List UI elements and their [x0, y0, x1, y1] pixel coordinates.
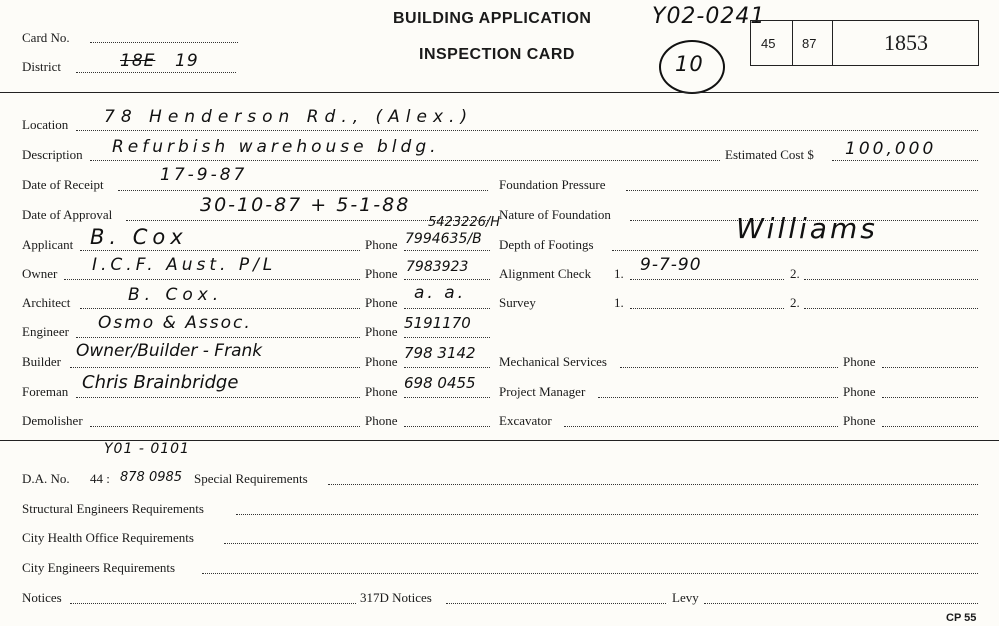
levy-label: Levy: [672, 590, 699, 605]
applicant-line: [80, 250, 360, 251]
demolisher-phone-label: Phone: [365, 413, 398, 428]
foundation-pressure-line: [626, 190, 978, 191]
estimated-cost-value: 100,000: [845, 139, 937, 159]
survey-1-label: 1.: [614, 295, 624, 310]
location-value: 78 Henderson Rd., (Alex.): [104, 107, 474, 127]
box-field-3: 1853: [884, 30, 928, 55]
city-engineers-line: [202, 573, 978, 574]
da-above: Y01 - 0101: [104, 441, 190, 457]
file-ref: Y02-0241: [652, 4, 766, 29]
owner-line: [64, 279, 360, 280]
owner-value: I.C.F. Aust. P/L: [92, 255, 277, 275]
excavator-label: Excavator: [499, 413, 552, 428]
applicant-value: B. Cox: [90, 225, 188, 249]
builder-line: [70, 367, 360, 368]
mechanical-phone-label: Phone: [843, 354, 876, 369]
foreman-value: Chris Brainbridge: [82, 372, 239, 393]
levy-line: [704, 603, 978, 604]
alignment-check-1-value: 9-7-90: [640, 255, 702, 275]
owner-phone: 7983923: [406, 259, 469, 275]
description-value: Refurbish warehouse bldg.: [112, 137, 440, 157]
depth-of-footings-label: Depth of Footings: [499, 237, 594, 252]
builder-label: Builder: [22, 354, 61, 369]
special-requirements-line: [328, 484, 978, 485]
district-label: District: [22, 59, 61, 74]
card-number-box: [750, 20, 979, 66]
architect-value: B. Cox.: [128, 285, 224, 305]
date-of-approval-label: Date of Approval: [22, 207, 113, 222]
builder-value: Owner/Builder - Frank: [76, 341, 263, 361]
applicant-phone-line: [404, 250, 490, 251]
excavator-phone-line: [882, 426, 978, 427]
header-rule: [0, 92, 999, 93]
architect-phone-line: [404, 308, 490, 309]
date-of-receipt-label: Date of Receipt: [22, 177, 104, 192]
architect-label: Architect: [22, 295, 71, 310]
notices-label: Notices: [22, 590, 62, 605]
date-of-receipt-line: [118, 190, 488, 191]
box-field-1: 45: [761, 36, 776, 51]
foreman-phone-line: [404, 397, 490, 398]
engineer-line: [76, 337, 360, 338]
applicant-label: Applicant: [22, 237, 74, 252]
engineer-phone: 5191170: [404, 314, 471, 332]
card-no-line: [90, 42, 238, 43]
alignment-check-1-line: [630, 279, 784, 280]
architect-line: [80, 308, 360, 309]
description-label: Description: [22, 147, 83, 162]
engineer-value: Osmo & Assoc.: [98, 313, 252, 333]
estimated-cost-line: [832, 160, 978, 161]
district-value: 19: [175, 51, 199, 71]
project-manager-phone-line: [882, 397, 978, 398]
foreman-label: Foreman: [22, 384, 69, 399]
structural-label: Structural Engineers Requirements: [22, 501, 204, 516]
project-manager-line: [598, 397, 838, 398]
excavator-line: [564, 426, 838, 427]
structural-line: [236, 514, 978, 515]
date-of-approval-value: 30-10-87 + 5-1-88: [200, 194, 411, 216]
nature-of-foundation-label: Nature of Foundation: [499, 207, 611, 222]
foundation-pressure-label: Foundation Pressure: [499, 177, 606, 192]
da-prefix: 44 :: [90, 471, 110, 486]
da-value: 878 0985: [120, 470, 183, 485]
date-of-receipt-value: 17-9-87: [160, 165, 248, 185]
survey-2-label: 2.: [790, 295, 800, 310]
circled-number: 10: [675, 52, 704, 76]
owner-phone-line: [404, 279, 490, 280]
applicant-phone-label: Phone: [365, 237, 398, 252]
location-label: Location: [22, 117, 69, 132]
district-line: [76, 72, 236, 73]
special-requirements-label: Special Requirements: [194, 471, 308, 486]
applicant-phone-top: 5423226/H: [428, 215, 501, 230]
health-label: City Health Office Requirements: [22, 530, 194, 545]
mechanical-services-label: Mechanical Services: [499, 354, 607, 369]
foreman-phone-label: Phone: [365, 384, 398, 399]
alignment-check-1-label: 1.: [614, 266, 624, 281]
box-divider-1: [792, 20, 793, 66]
demolisher-label: Demolisher: [22, 413, 83, 428]
description-line: [90, 160, 720, 161]
builder-phone-line: [404, 367, 490, 368]
depth-of-footings-line: [612, 250, 978, 251]
box-field-2: 87: [802, 36, 817, 51]
builder-phone: 798 3142: [404, 344, 476, 362]
foreman-phone: 698 0455: [404, 374, 476, 392]
alignment-check-2-line: [804, 279, 978, 280]
card-title-line2: INSPECTION CARD: [419, 46, 575, 63]
notices-317d-label: 317D Notices: [360, 590, 432, 605]
estimated-cost-label: Estimated Cost $: [725, 147, 814, 162]
mechanical-phone-line: [882, 367, 978, 368]
owner-label: Owner: [22, 266, 58, 281]
box-divider-2: [832, 20, 833, 66]
card-title-line1: BUILDING APPLICATION: [393, 10, 592, 27]
builder-phone-label: Phone: [365, 354, 398, 369]
project-manager-label: Project Manager: [499, 384, 586, 399]
demolisher-line: [90, 426, 360, 427]
city-engineers-label: City Engineers Requirements: [22, 560, 176, 575]
survey-2-line: [804, 308, 978, 309]
engineer-label: Engineer: [22, 324, 69, 339]
district-struck: 18E: [120, 51, 156, 71]
excavator-phone-label: Phone: [843, 413, 876, 428]
survey-1-line: [630, 308, 784, 309]
engineer-phone-label: Phone: [365, 324, 398, 339]
engineer-phone-line: [404, 337, 490, 338]
notices-line: [70, 603, 356, 604]
notices-317d-line: [446, 603, 666, 604]
architect-phone-label: Phone: [365, 295, 398, 310]
card-no-label: Card No.: [22, 30, 70, 45]
survey-label: Survey: [499, 295, 536, 310]
mechanical-services-line: [620, 367, 838, 368]
foreman-line: [76, 397, 360, 398]
form-code: CP 55: [946, 612, 977, 624]
alignment-check-2-label: 2.: [790, 266, 800, 281]
alignment-check-label: Alignment Check: [499, 266, 592, 281]
da-no-label: D.A. No.: [22, 471, 70, 486]
applicant-phone: 7994635/B: [405, 231, 482, 247]
project-manager-phone-label: Phone: [843, 384, 876, 399]
owner-phone-label: Phone: [365, 266, 398, 281]
demolisher-phone-line: [404, 426, 490, 427]
architect-phone: a. a.: [414, 283, 467, 303]
health-line: [224, 543, 978, 544]
location-line: [76, 130, 978, 131]
signature: Williams: [736, 212, 878, 245]
